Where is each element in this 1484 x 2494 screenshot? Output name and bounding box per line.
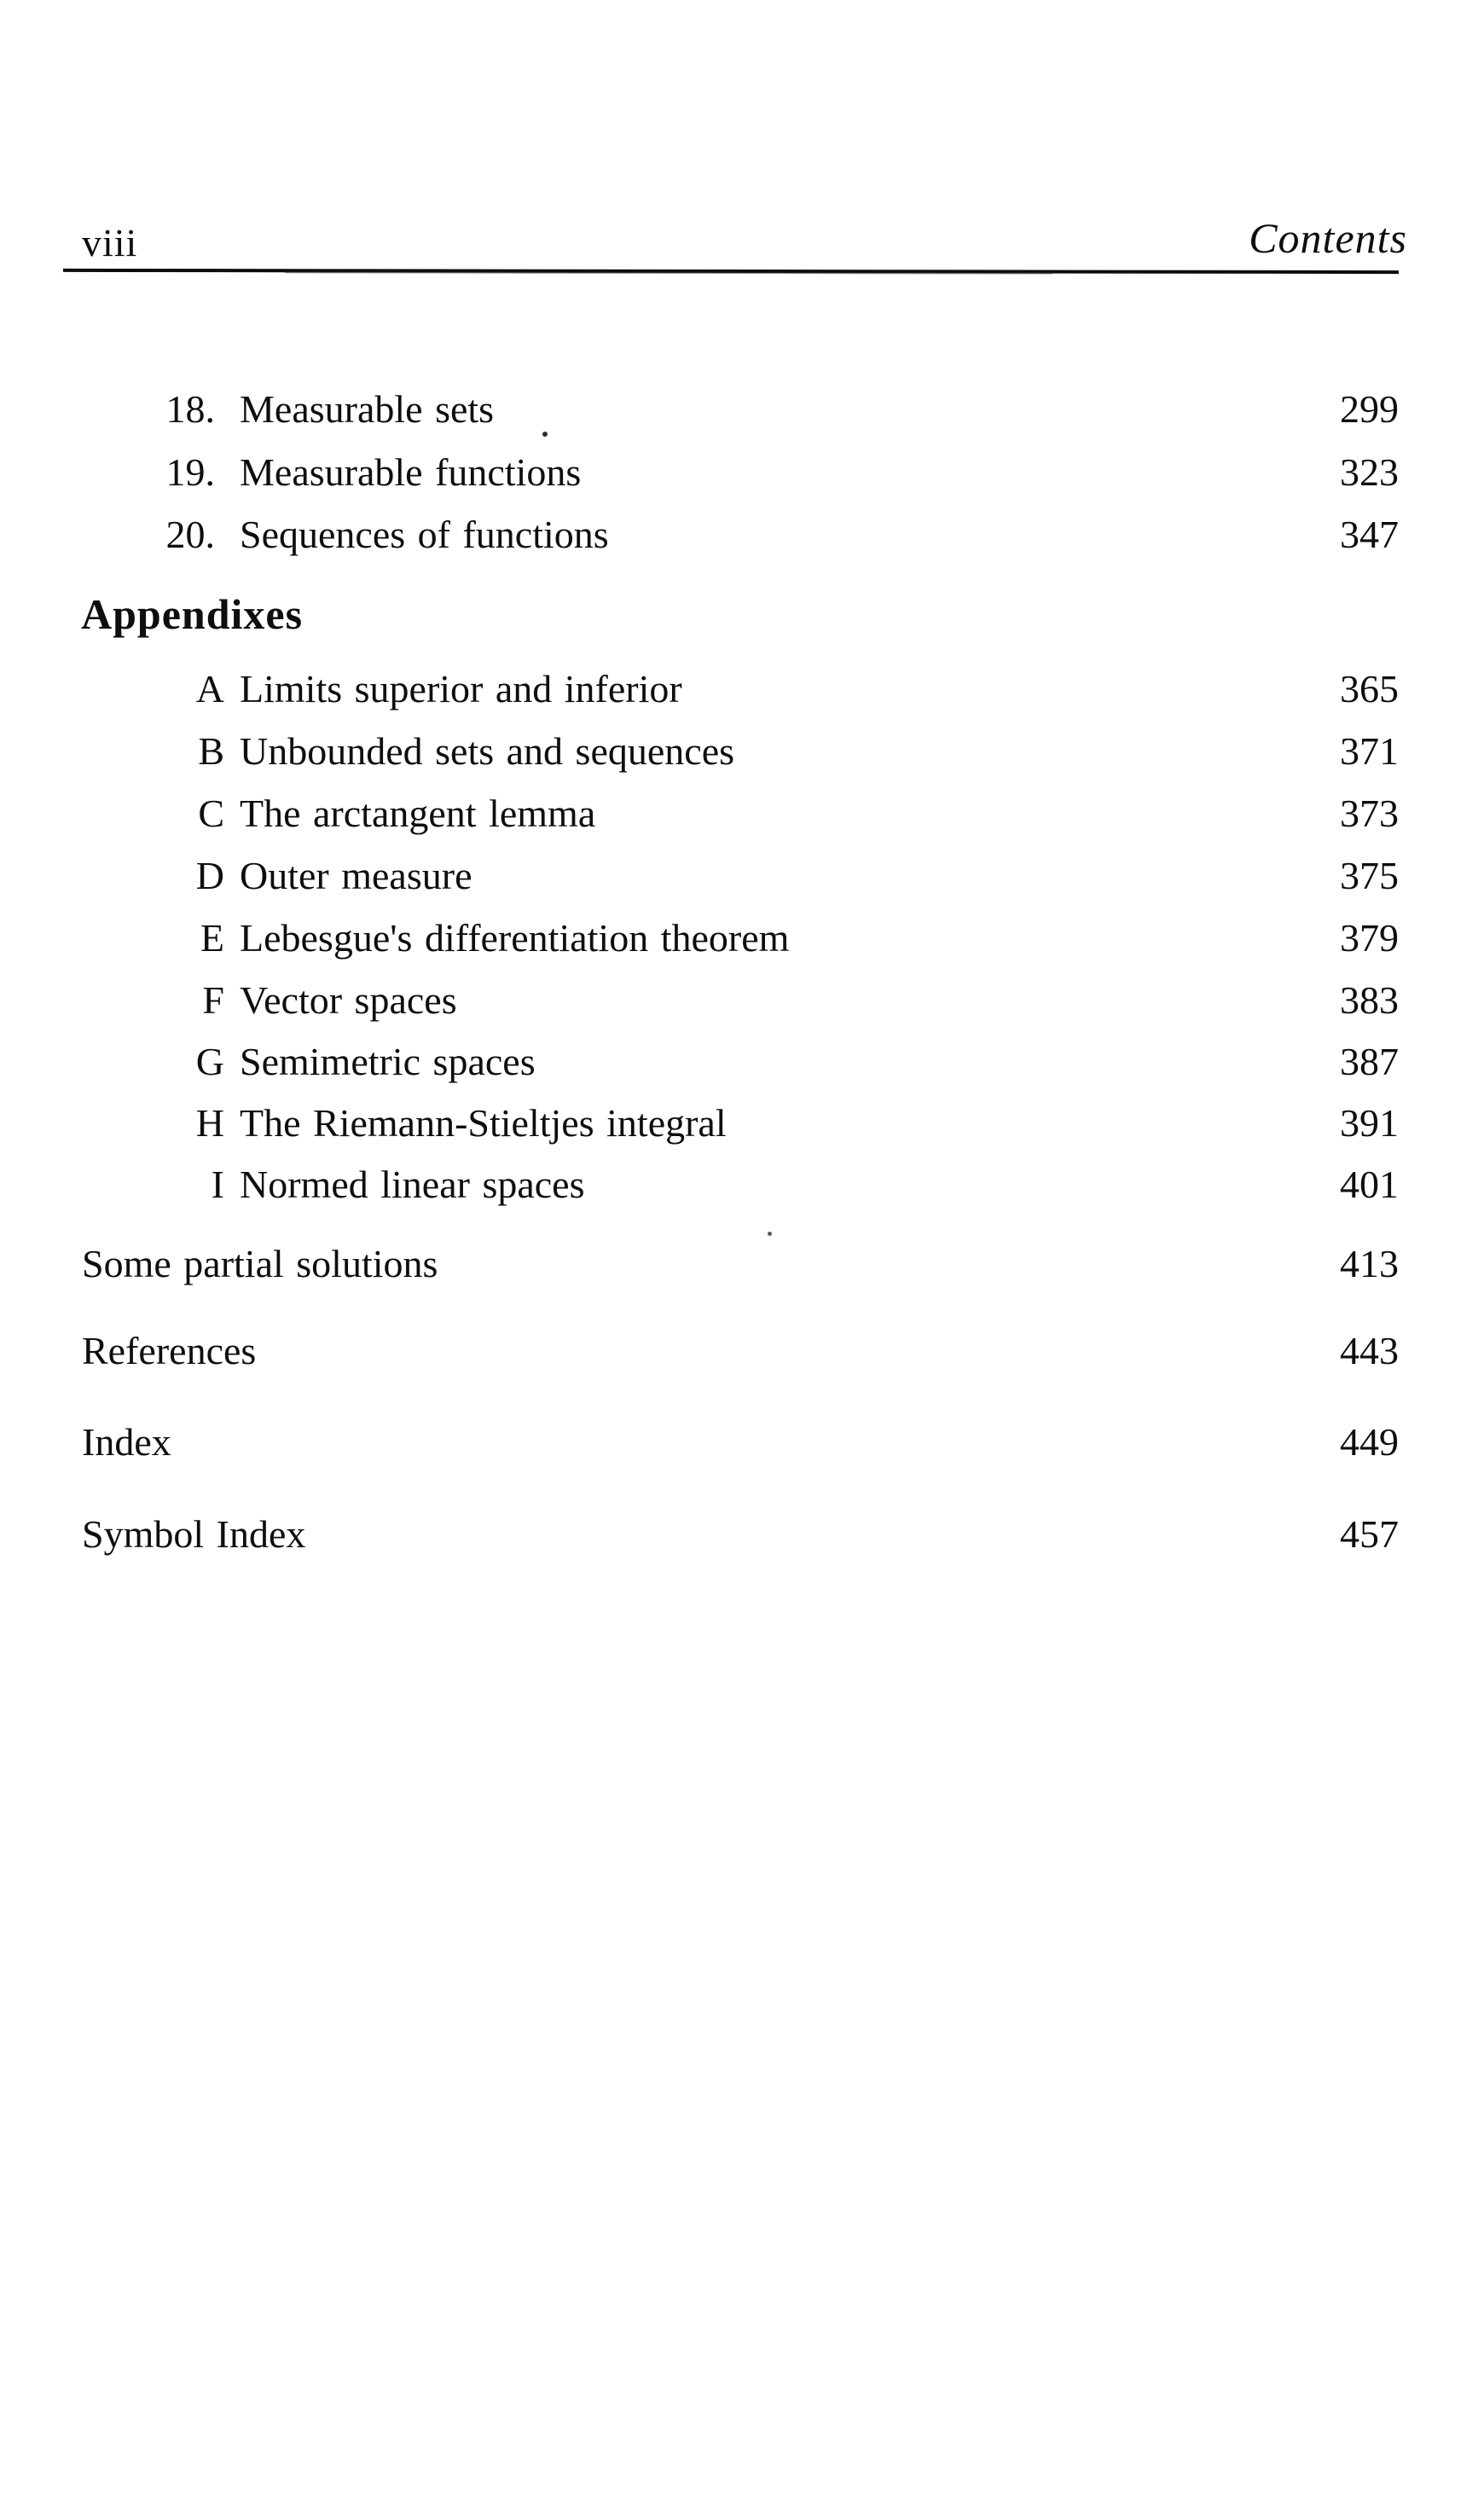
- running-title: Contents: [1249, 214, 1407, 262]
- backmatter-page: 413: [1340, 1242, 1399, 1285]
- appendix-letter: A: [195, 667, 224, 710]
- appendix-row: [0, 1161, 1484, 1212]
- appendix-title: Outer measure: [240, 854, 472, 897]
- appendix-letter: G: [195, 1040, 224, 1083]
- appendix-row: [0, 790, 1484, 841]
- header-rule: [63, 269, 1399, 274]
- backmatter-page: 457: [1340, 1512, 1399, 1556]
- appendix-letter: C: [198, 792, 224, 835]
- backmatter-title: Some partial solutions: [82, 1242, 438, 1285]
- chapter-number: 20.: [165, 513, 215, 556]
- backmatter-title: Symbol Index: [82, 1512, 306, 1556]
- appendix-row: [0, 665, 1484, 716]
- chapter-page: 347: [1340, 513, 1399, 556]
- appendix-title: Limits superior and inferior: [240, 667, 682, 710]
- chapter-title: Measurable functions: [240, 450, 582, 494]
- backmatter-title: References: [82, 1329, 257, 1372]
- chapter-row: [0, 386, 1484, 437]
- appendix-letter: F: [202, 978, 224, 1022]
- scan-speck: [542, 432, 548, 437]
- appendix-row: [0, 1038, 1484, 1089]
- appendix-title: Normed linear spaces: [240, 1163, 585, 1206]
- chapter-title: Measurable sets: [240, 387, 495, 431]
- appendix-page: 383: [1340, 978, 1399, 1022]
- appendix-title: The Riemann-Stieltjes integral: [240, 1101, 727, 1145]
- backmatter-row: [0, 1240, 1484, 1291]
- appendix-letter: B: [198, 729, 224, 773]
- scan-speck: [768, 1232, 772, 1236]
- appendix-page: 373: [1340, 792, 1399, 835]
- appendix-page: 375: [1340, 854, 1399, 897]
- appendix-title: The arctangent lemma: [240, 792, 596, 835]
- appendix-row: [0, 914, 1484, 966]
- appendix-letter: H: [195, 1101, 224, 1145]
- appendix-row: [0, 977, 1484, 1028]
- chapter-row: [0, 449, 1484, 500]
- appendix-page: 371: [1340, 729, 1399, 773]
- appendix-row: [0, 852, 1484, 903]
- backmatter-page: 449: [1340, 1420, 1399, 1464]
- appendix-page: 379: [1340, 916, 1399, 960]
- chapter-page: 299: [1340, 387, 1399, 431]
- appendix-title: Lebesgue's differentiation theorem: [240, 916, 790, 960]
- backmatter-row: [0, 1418, 1484, 1470]
- appendix-page: 387: [1340, 1040, 1399, 1083]
- chapter-number: 19.: [165, 450, 215, 494]
- backmatter-page: 443: [1340, 1329, 1399, 1372]
- appendix-row: [0, 1099, 1484, 1151]
- appendix-page: 365: [1340, 667, 1399, 710]
- chapter-page: 323: [1340, 450, 1399, 494]
- appendix-letter: E: [200, 916, 224, 960]
- page-folio: viii: [82, 221, 138, 264]
- chapter-row: [0, 511, 1484, 562]
- appendix-letter: I: [211, 1163, 224, 1206]
- chapter-number: 18.: [165, 387, 215, 431]
- backmatter-row: [0, 1327, 1484, 1378]
- appendix-row: [0, 728, 1484, 779]
- appendix-letter: D: [195, 854, 224, 897]
- appendix-page: 401: [1340, 1163, 1399, 1206]
- appendix-title: Vector spaces: [240, 978, 457, 1022]
- appendixes-heading: Appendixes: [81, 590, 304, 638]
- backmatter-title: Index: [82, 1420, 171, 1464]
- appendix-title: Semimetric spaces: [240, 1040, 536, 1083]
- chapter-title: Sequences of functions: [240, 513, 609, 556]
- appendix-page: 391: [1340, 1101, 1399, 1145]
- backmatter-row: [0, 1511, 1484, 1562]
- appendix-title: Unbounded sets and sequences: [240, 729, 735, 773]
